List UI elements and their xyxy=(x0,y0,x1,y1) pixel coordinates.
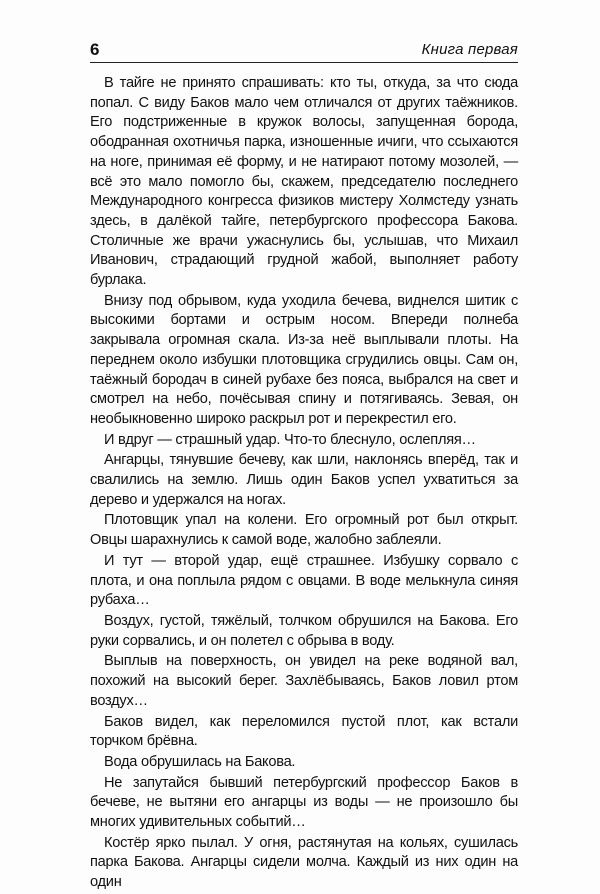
paragraph: Внизу под обрывом, куда уходила бечева, виднелся шитик с высокими бортами и острым носом. Впереди полнеба закрывала огромная скала. Из-за неё выплывали плоты. На переднем около избушки плотовщика сгрудились овцы. Сам он, таёжный бородач в синей рубахе без пояса, выбрался на свет и смотрел на небо, почёсывая спину и потягиваясь. Зевая, он необыкновенно широко раскрыл рот и перекрестил его. xyxy=(90,292,518,427)
paragraph: Костёр ярко пылал. У огня, растянутая на кольях, сушилась парка Бакова. Ангарцы сидели молча. Каждый из них один на один xyxy=(90,834,518,891)
header-rule xyxy=(90,62,518,63)
paragraph: Выплыв на поверхность, он увидел на реке водяной вал, похожий на высокий берег. Захлёбываясь, Баков ловил ртом воздух… xyxy=(90,653,518,709)
paragraph: Вода обрушилась на Бакова. xyxy=(104,753,296,770)
body-text xyxy=(90,74,518,894)
paragraph: Ангарцы, тянувшие бечеву, как шли, наклонясь вперёд, так и свалились на землю. Лишь один Баков успел ухватиться за дерево и удержался на ногах. xyxy=(90,452,518,508)
paragraph: Баков видел, как переломился пустой плот, как встали торчком брёвна. xyxy=(90,713,518,750)
page-number: 6 xyxy=(90,40,100,59)
paragraph: Воздух, густой, тяжёлый, толчком обрушился на Бакова. Его руки сорвались, и он полетел с обрыва в воду. xyxy=(90,612,518,649)
paragraph: Не запутайся бывший петербургский профессор Баков в бечеве, не вытяни его ангарцы из воды — не произошло бы многих удивительных событий… xyxy=(90,774,518,831)
paragraph: В тайге не принято спрашивать: кто ты, откуда, за что сюда попал. С виду Баков мало чем отличался от других таёжников. Его подстриженные в кружок волосы, запущенная борода, ободранная охотничья парка, изношенные ичиги, что ссыхаются на ноге, принимая её форму, и не натирают потому мозолей, — всё это мало помогло бы, скажем, председателю последнего Международного конгресса физиков мистеру Холмстеду узнать здесь, в далёкой тайге, петербургского профессора Бакова. Столичные же врачи ужаснулись бы, услышав, что Михаил Иванович, страдающий грудной жабой, выполняет работу бурлака. xyxy=(90,75,518,289)
paragraph: И вдруг — страшный удар. Что-то блеснуло, ослепляя… xyxy=(104,431,476,448)
paragraph: Плотовщик упал на колени. Его огромный рот был открыт. Овцы шарахнулись к самой воде, жалобно заблеяли. xyxy=(90,512,518,549)
paragraph: И тут — второй удар, ещё страшнее. Избушку сорвало с плота, и она поплыла рядом с овцами. В воде мелькнула синяя рубаха… xyxy=(90,552,518,609)
running-title: Книга первая xyxy=(421,41,518,58)
page-header xyxy=(90,38,518,62)
